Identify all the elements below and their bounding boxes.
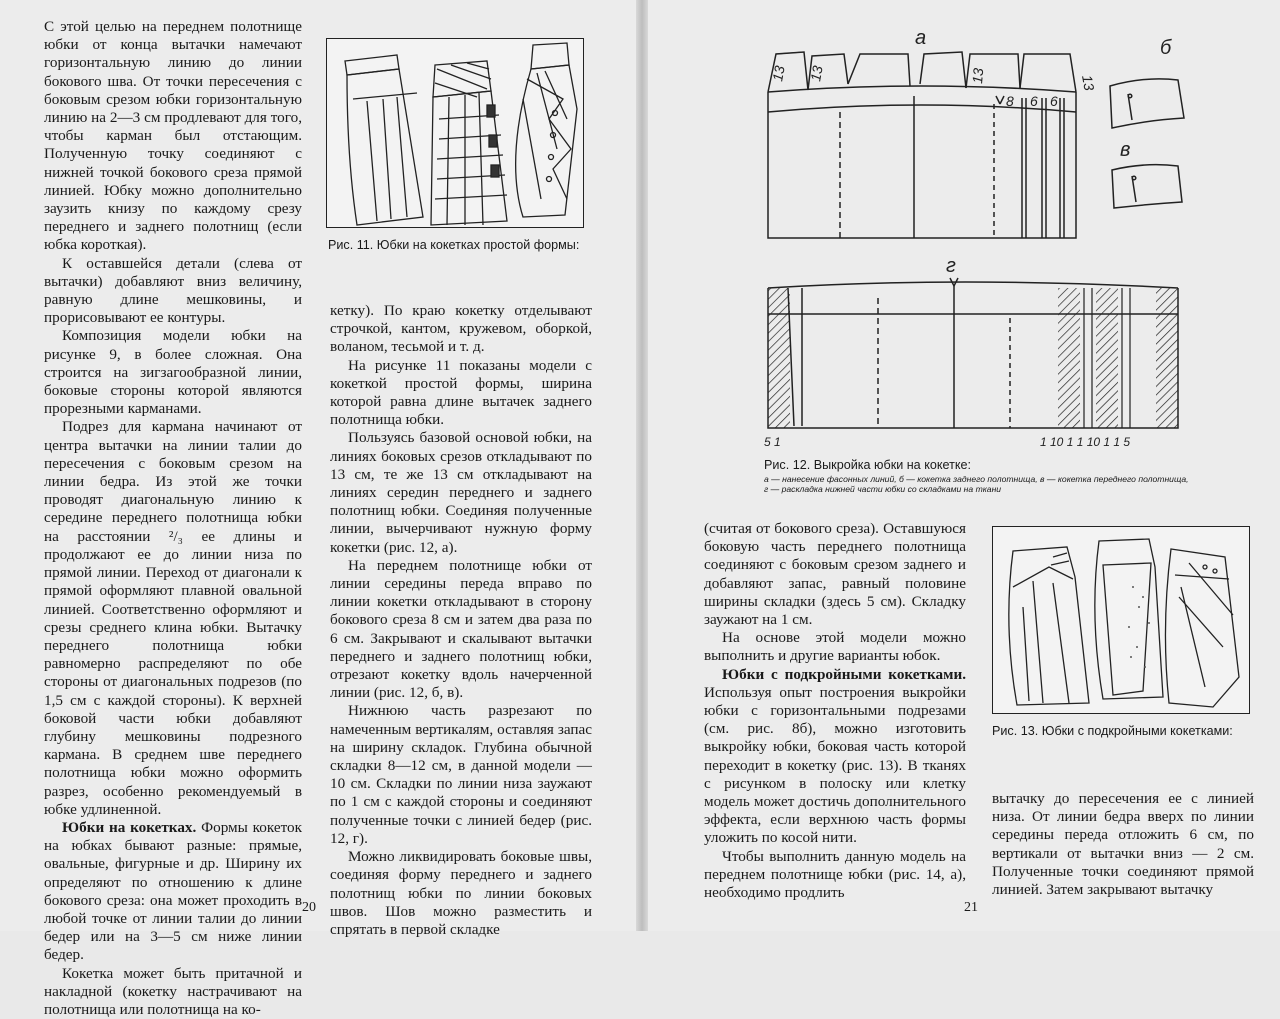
left-column-1 — [44, 18, 302, 1019]
figure-13-skirts — [992, 526, 1250, 714]
paragraph: Пользуясь базовой основой юбки, на линиях боковых срезов откладывают по 13 см, те же 13 см откладывают на линиях середин переднего и заднего полотнищ юбки. Соединяя полученные линии, вычерчивают нужную форму кокетки (рис. 12, а). — [330, 429, 592, 556]
right-column-2 — [992, 790, 1254, 899]
label-bottom-left: 5 1 — [764, 435, 781, 449]
hatched-strip — [1058, 288, 1080, 428]
label-13: 13 — [969, 67, 987, 85]
right-column-1 — [704, 520, 966, 902]
hatched-strip — [1096, 288, 1118, 428]
figure-11-illustration — [327, 39, 583, 227]
label-8: 8 — [1006, 93, 1014, 109]
page-number-left: 20 — [302, 900, 316, 915]
label-13: 13 — [807, 64, 826, 83]
paragraph: вытачку до пересечения ее с линией низа. От линии бедра вверх по линии середины переда отложить 6 см, по вертикали от вытачки вниз — 2 см. Полученные точки соединяют прямой линией. Затем закрывают вытачку — [992, 790, 1254, 899]
label-6: 6 — [1030, 93, 1038, 109]
figure-12-caption: Рис. 12. Выкройка юбки на кокетке: — [764, 458, 972, 472]
paragraph: Кокетка может быть притачной и накладной (кокетку настрачивают на полотнища или полотнища на ко- — [44, 964, 302, 1018]
paragraph: Композиция модели юбки на рисунке 9, в более сложная. Она строится на зигзагообразной линии, боковые стороны которой являются прорезными карманами. — [44, 327, 302, 418]
figure-13-illustration — [993, 527, 1249, 713]
paragraph: (считая от бокового среза). Оставшуюся боковую часть переднего полотнища соединяют с боковым срезом заднего и добавляют запас, равный половине ширины складки (здесь 5 см). Складку заужают на 1 см. — [704, 520, 966, 629]
label-bottom-right: 1 10 1 1 10 1 1 5 — [1040, 435, 1131, 449]
figure-12-subcaption: а — нанесение фасонных линий, б — кокетка заднего полотнища, в — кокетка переднего полотнища, г — раскладка нижней части юбки со складками на ткани — [764, 474, 1189, 494]
figure-11-skirts — [326, 38, 584, 228]
paragraph: К оставшейся детали (слева от вытачки) добавляют вниз величину, равную длине мешковины, и прорисовывают ее контуры. — [44, 254, 302, 327]
left-column-2 — [330, 302, 592, 939]
label-6: 6 — [1050, 93, 1058, 109]
label-a: а — [915, 27, 927, 49]
paragraph: Нижнюю часть разрезают по намеченным вертикалям, оставляя запас на ширину складок. Глубина обычной складки 8—12 см, в данной модели — 10 см. Складки по линии низа заужают по 1 см с каждой стороны и соединяют полученные точки с линией бедер (рис. 12, г). — [330, 702, 592, 847]
label-13: 13 — [769, 64, 788, 83]
paragraph: С этой целью на переднем полотнище юбки от конца вытачки намечают горизонтальную линию до линии бокового шва. От точки пересечения с боковым срезом юбки горизонтальную линию на 2—3 см продлевают для того, чтобы карман был отстающим. Полученную точку соединяют с нижней точкой бокового среза прямой линией. Юбку можно дополнительно заузить книзу по каждому срезу переднего и заднего полотнищ (если юбка короткая). — [44, 18, 302, 254]
book-gutter — [636, 0, 648, 931]
figure-12-pattern-top — [760, 24, 1230, 250]
figure-12-pattern-bottom — [758, 258, 1198, 454]
section-heading: Юбки на кокетках. — [62, 818, 197, 836]
label-b: б — [1160, 37, 1172, 59]
paragraph: Подрез для кармана начинают от центра вытачки на линии талии до пересечения с боковым срезом на линии бедра. Из этой же точки проводят диагональную линию к середине переднего полотнища юбки на расстоянии ²/₃ ее длины и продолжают ее до линии низа по прямой линии. Переход от диагонали к прямой оформляют плавной овальной линией. Соответственно оформляют и срезы среднего клина юбки. Вытачку переднего полотнища юбки равномерно распределяют по обе стороны от диагональных подрезов (по 1,5 см с каждой стороны). К верхней боковой части юбки добавляют глубину мешковины подрезного кармана. В среднем шве переднего полотнища юбки можно оформить разрез, особенно рекомендуемый в юбке удлиненной. — [44, 418, 302, 818]
paragraph: На основе этой модели можно выполнить и другие варианты юбок. — [704, 629, 966, 665]
paragraph-text: Формы кокеток на юбках бывают разные: прямые, овальные, фигурные и др. Ширину их определяют по отношению к длине бокового среза: она может проходить в любой точке от линии талии до линии бедер или на 3—5 см ниже линии бедер. — [44, 818, 303, 964]
paragraph: кетку). По краю кокетку отделывают строчкой, кантом, кружевом, оборкой, воланом, тесьмой и т. д. — [330, 302, 592, 356]
label-g: г — [946, 258, 956, 277]
paragraph-text: Используя опыт построения выкройки юбки с горизонтальными подрезами (см. рис. 8б), можно изготовить выкройку юбки, боковая часть которой переходит в кокетку (рис. 13). В тканях с рисунком в полоску или клетку модель может достичь дополнительного эффекта, если верхнюю часть формы уложить по косой нити. — [704, 683, 966, 847]
paragraph: Можно ликвидировать боковые швы, соединяя форму переднего и заднего полотнищ юбки по линии боковых швов. Шов можно разместить и спрятать в первой складке — [330, 848, 592, 938]
paragraph-heading — [704, 666, 966, 848]
figure-13-caption: Рис. 13. Юбки с подкройными кокетками: — [992, 724, 1233, 738]
paragraph: Чтобы выполнить данную модель на переднем полотнище юбки (рис. 14, а), необходимо продлить — [704, 847, 966, 902]
figure-11-caption: Рис. 11. Юбки на кокетках простой формы: — [328, 238, 580, 252]
label-v: в — [1120, 139, 1131, 161]
hatched-strip — [768, 288, 790, 428]
paragraph: На переднем полотнище юбки от линии середины переда вправо по линии кокетки откладывают в сторону бокового среза 8 см и затем два раза по 6 см. Закрывают и скалывают вытачки переднего и заднего полотнищ юбки, отрезают кокетку вдоль начерченной линии (рис. 12, б, в). — [330, 556, 592, 702]
section-heading: Юбки с подкройными кокетками. — [722, 665, 966, 683]
label-13: 13 — [1079, 73, 1098, 92]
paragraph: На рисунке 11 показаны модели с кокеткой простой формы, ширина которой равна длине вытачек заднего полотнища юбки. — [330, 356, 592, 429]
hatched-strip — [1156, 288, 1178, 428]
paragraph-heading — [44, 819, 302, 965]
page-number-right: 21 — [964, 900, 978, 915]
